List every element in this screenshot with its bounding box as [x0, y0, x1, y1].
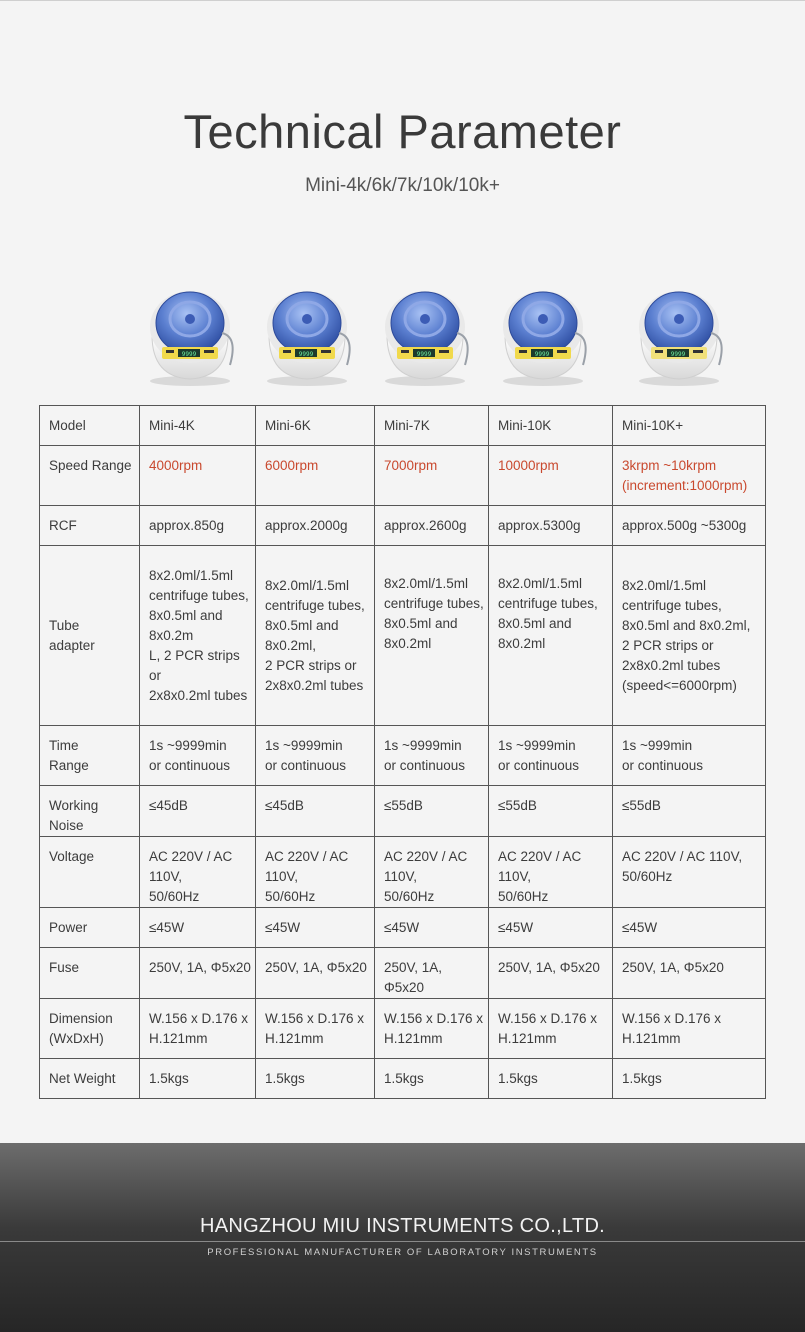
table-cell: 8x2.0ml/1.5ml centrifuge tubes, 8x0.5ml and 8x0.2ml, 2 PCR strips or 2x8x0.2ml tubes: [256, 546, 375, 726]
table-cell: Mini-6K: [256, 406, 375, 446]
table-cell: ≤55dB: [375, 786, 489, 837]
table-cell: AC 220V / AC 110V, 50/60Hz: [256, 837, 375, 908]
table-cell: 250V, 1A, Φ5x20: [489, 948, 613, 999]
row-label: Dimension (WxDxH): [40, 999, 140, 1059]
table-cell: 1.5kgs: [256, 1059, 375, 1099]
table-cell: AC 220V / AC 110V, 50/60Hz: [140, 837, 256, 908]
table-cell: approx.2600g: [375, 506, 489, 546]
table-cell: 8x2.0ml/1.5ml centrifuge tubes, 8x0.5ml and 8x0.2m L, 2 PCR strips or 2x8x0.2ml tubes: [140, 546, 256, 726]
row-label: Speed Range: [40, 446, 140, 506]
table-cell: ≤45W: [140, 908, 256, 948]
svg-text:9999: 9999: [181, 351, 197, 358]
table-cell: ≤45W: [489, 908, 613, 948]
table-cell: 1.5kgs: [140, 1059, 256, 1099]
table-cell: Mini-10K+: [613, 406, 766, 446]
table-cell: ≤45W: [375, 908, 489, 948]
table-cell: W.156 x D.176 x H.121mm: [613, 999, 766, 1059]
table-cell: AC 220V / AC 110V, 50/60Hz: [489, 837, 613, 908]
table-cell: ≤55dB: [489, 786, 613, 837]
product-image-mini-6k: [259, 285, 355, 389]
table-cell: 1s ~9999min or continuous: [375, 726, 489, 786]
table-cell: Mini-7K: [375, 406, 489, 446]
table-cell: ≤45W: [256, 908, 375, 948]
table-cell: ≤45dB: [256, 786, 375, 837]
table-row-tube-adapter: [40, 546, 766, 726]
table-cell: 7000rpm: [375, 446, 489, 506]
table-cell: approx.850g: [140, 506, 256, 546]
row-label: Tube adapter: [40, 546, 140, 726]
table-cell: W.156 x D.176 x H.121mm: [489, 999, 613, 1059]
table-cell: W.156 x D.176 x H.121mm: [256, 999, 375, 1059]
table-row-model: [40, 406, 766, 446]
table-cell: approx.5300g: [489, 506, 613, 546]
table-cell: 250V, 1A, Φ5x20: [375, 948, 489, 999]
table-row-dimension: [40, 999, 766, 1059]
table-cell: W.156 x D.176 x H.121mm: [375, 999, 489, 1059]
table-cell: 1s ~9999min or continuous: [140, 726, 256, 786]
company-tagline: PROFESSIONAL MANUFACTURER OF LABORATORY INSTRUMENTS: [207, 1247, 598, 1258]
table-row-fuse: [40, 948, 766, 999]
table-cell: 1s ~9999min or continuous: [256, 726, 375, 786]
centrifuge-icon: [495, 285, 591, 389]
table-cell: 3krpm ~10krpm (increment:1000rpm): [613, 446, 766, 506]
svg-text:9999: 9999: [670, 351, 686, 358]
table-cell: Mini-10K: [489, 406, 613, 446]
company-name: HANGZHOU MIU INSTRUMENTS CO.,LTD.: [199, 1215, 606, 1237]
table-cell: 8x2.0ml/1.5ml centrifuge tubes, 8x0.5ml and 8x0.2ml, 2 PCR strips or 2x8x0.2ml tubes (speed<=6000rpm): [613, 546, 766, 726]
page-subtitle: Mini-4k/6k/7k/10k/10k+: [305, 175, 500, 196]
table-row-rcf: [40, 506, 766, 546]
centrifuge-icon: [631, 285, 727, 389]
table-row-time-range: [40, 726, 766, 786]
row-label: RCF: [40, 506, 140, 546]
table-cell: 1.5kgs: [375, 1059, 489, 1099]
footer: [0, 1143, 805, 1332]
table-cell: 10000rpm: [489, 446, 613, 506]
product-image-mini-10k: [495, 285, 591, 389]
table-cell: 1s ~9999min or continuous: [489, 726, 613, 786]
centrifuge-icon: [377, 285, 473, 389]
table-row-net-weight: [40, 1059, 766, 1099]
row-label: Voltage: [40, 837, 140, 908]
table-cell: approx.2000g: [256, 506, 375, 546]
table-row-power: [40, 908, 766, 948]
table-cell: 250V, 1A, Φ5x20: [256, 948, 375, 999]
table-cell: approx.500g ~5300g: [613, 506, 766, 546]
row-label: Fuse: [40, 948, 140, 999]
product-image-mini-7k: [377, 285, 473, 389]
centrifuge-icon: [259, 285, 355, 389]
table-row-speed-range: [40, 446, 766, 506]
table-cell: ≤45dB: [140, 786, 256, 837]
row-label: Time Range: [40, 726, 140, 786]
table-cell: 1.5kgs: [489, 1059, 613, 1099]
table-cell: 6000rpm: [256, 446, 375, 506]
svg-text:9999: 9999: [534, 351, 550, 358]
table-cell: 250V, 1A, Φ5x20: [140, 948, 256, 999]
table-cell: 1s ~999min or continuous: [613, 726, 766, 786]
table-cell: ≤55dB: [613, 786, 766, 837]
svg-text:9999: 9999: [416, 351, 432, 358]
table-cell: AC 220V / AC 110V, 50/60Hz: [375, 837, 489, 908]
table-cell: 1.5kgs: [613, 1059, 766, 1099]
row-label: Working Noise: [40, 786, 140, 837]
table-cell: W.156 x D.176 x H.121mm: [140, 999, 256, 1059]
svg-text:9999: 9999: [298, 351, 314, 358]
table-row-voltage: [40, 837, 766, 908]
spec-table: [39, 405, 766, 1099]
page-title: Technical Parameter: [183, 105, 622, 158]
row-label: Model: [40, 406, 140, 446]
row-label: Net Weight: [40, 1059, 140, 1099]
table-row-working-noise: [40, 786, 766, 837]
table-cell: ≤45W: [613, 908, 766, 948]
centrifuge-icon: [142, 285, 238, 389]
product-image-mini-10k-plus: [631, 285, 727, 389]
table-cell: 250V, 1A, Φ5x20: [613, 948, 766, 999]
table-cell: 8x2.0ml/1.5ml centrifuge tubes, 8x0.5ml and 8x0.2ml: [489, 546, 613, 726]
row-label: Power: [40, 908, 140, 948]
top-divider: [0, 0, 805, 1]
product-images: [0, 285, 805, 397]
table-cell: Mini-4K: [140, 406, 256, 446]
table-cell: 4000rpm: [140, 446, 256, 506]
table-cell: 8x2.0ml/1.5ml centrifuge tubes, 8x0.5ml and 8x0.2ml: [375, 546, 489, 726]
product-image-mini-4k: [142, 285, 238, 389]
table-cell: AC 220V / AC 110V, 50/60Hz: [613, 837, 766, 908]
footer-divider: [0, 1241, 805, 1242]
